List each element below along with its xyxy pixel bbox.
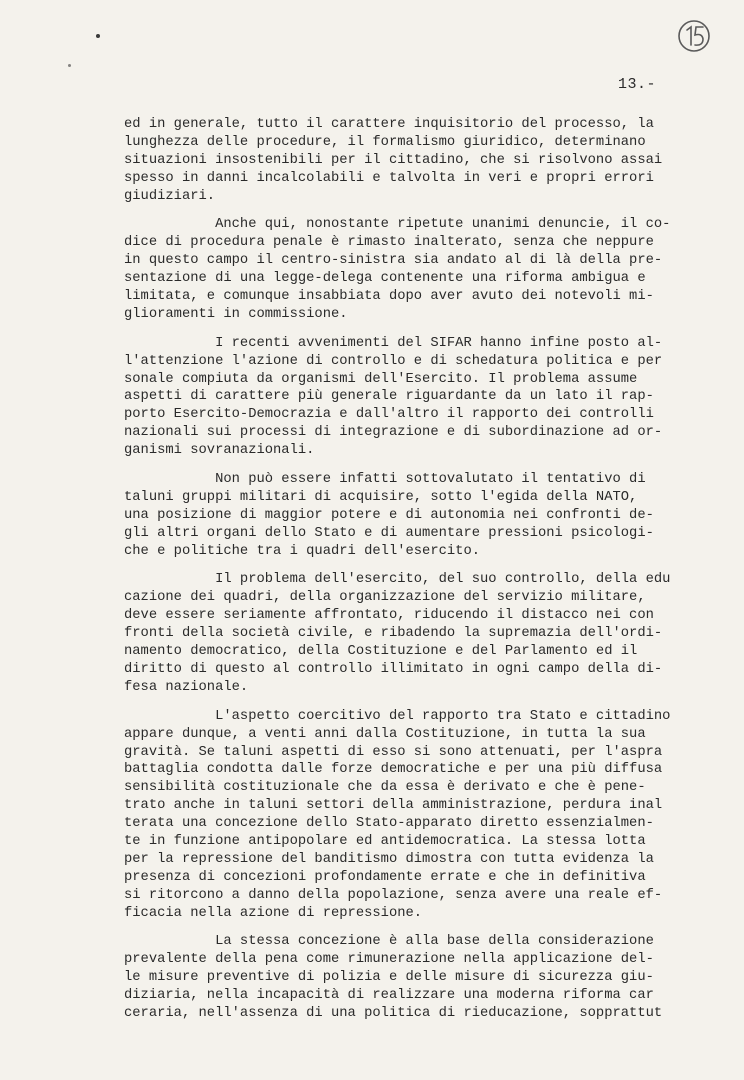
text-line: aspetti di carattere più generale riguardante da un lato il rap- [124, 389, 654, 405]
text-line: porto Esercito-Democrazia e dall'altro il rapporto dei controlli [124, 407, 654, 423]
text-line: cazione dei quadri, della organizzazione del servizio militare, [124, 590, 646, 606]
text-line: namento democratico, della Costituzione e del Parlamento ed il [124, 644, 638, 660]
text-line: le misure preventive di polizia e delle misure di sicurezza giu- [124, 970, 654, 986]
text-line: giudiziari. [124, 188, 216, 204]
paragraph [124, 216, 684, 323]
paragraph [124, 571, 684, 696]
text-line: per la repressione del banditismo dimostra con tutta evidenza la [124, 851, 654, 867]
text-line: diritto di questo al controllo illimitato in ogni campo della di- [124, 661, 663, 677]
text-line: lunghezza delle procedure, il formalismo giuridico, determinano [124, 134, 646, 150]
text-line: l'attenzione l'azione di controllo e di schedatura politica e per [124, 353, 663, 369]
text-line: sonale compiuta da organismi dell'Esercito. Il problema assume [124, 371, 638, 387]
text-line: presenza di concezioni profondamente errate e che in definitiva [124, 869, 646, 885]
text-line: Anche qui, nonostante ripetute unanimi denuncie, il co- [124, 217, 671, 233]
text-line: fesa nazionale. [124, 679, 249, 695]
paragraph [124, 708, 684, 923]
text-line: si ritorcono a danno della popolazione, senza avere una reale ef- [124, 887, 663, 903]
text-line: deve essere seriamente affrontato, riducendo il distacco nei con [124, 608, 654, 624]
scan-speck [96, 34, 100, 38]
text-line: L'aspetto coercitivo del rapporto tra Stato e cittadino [124, 708, 671, 724]
text-line: nazionali sui processi di integrazione e di subordinazione ad or- [124, 425, 663, 441]
text-line: I recenti avvenimenti del SIFAR hanno infine posto al- [124, 335, 663, 351]
text-line: diziaria, nella incapacità di realizzare una moderna riforma car [124, 988, 654, 1004]
page-number: 13.- [618, 76, 657, 93]
text-line: prevalente della pena come rimunerazione nella applicazione del- [124, 952, 654, 968]
text-line: battaglia condotta dalle forze democratiche e per una più diffusa [124, 762, 663, 778]
handwritten-folio-stamp [676, 18, 712, 54]
text-line: ceraria, nell'assenza di una politica di rieducazione, sopprattut [124, 1005, 663, 1021]
text-line: che e politiche tra i quadri dell'esercito. [124, 543, 481, 559]
text-line: situazioni insostenibili per il cittadino, che si risolvono assai [124, 152, 663, 168]
text-line: una posizione di maggior potere e di autonomia nei confronti de- [124, 507, 654, 523]
text-line: spesso in danni incalcolabili e talvolta in veri e propri errori [124, 170, 654, 186]
text-line: limitata, e comunque insabbiata dopo aver avuto dei notevoli mi- [124, 289, 654, 305]
text-line: Il problema dell'esercito, del suo controllo, della edu [124, 572, 671, 588]
text-line: glioramenti in commissione. [124, 306, 348, 322]
text-line: te in funzione antipopolare ed antidemocratica. La stessa lotta [124, 833, 646, 849]
scan-speck [68, 64, 71, 67]
text-line: La stessa concezione è alla base della considerazione [124, 934, 654, 950]
document-body [124, 116, 684, 1023]
text-line: taluni gruppi militari di acquisire, sotto l'egida della NATO, [124, 489, 638, 505]
text-line: sensibilità costituzionale che da essa è derivato e che è pene- [124, 780, 646, 796]
text-line: appare dunque, a venti anni dalla Costituzione, in tutta la sua [124, 726, 646, 742]
text-line: trato anche in taluni settori della amministrazione, perdura inal [124, 798, 663, 814]
text-line: ganismi sovranazionali. [124, 443, 315, 459]
text-line: sentazione di una legge-delega contenente una riforma ambigua e [124, 271, 646, 287]
text-line: gravità. Se taluni aspetti di esso si sono attenuati, per l'aspra [124, 744, 663, 760]
paragraph [124, 335, 684, 460]
paragraph [124, 116, 684, 205]
text-line: fronti della società civile, e ribadendo la supremazia dell'ordi- [124, 626, 663, 642]
text-line: gli altri organi dello Stato e di aumentare pressioni psicologi- [124, 525, 654, 541]
paragraph [124, 933, 684, 1022]
text-line: ficacia nella azione di repressione. [124, 905, 423, 921]
text-line: ed in generale, tutto il carattere inquisitorio del processo, la [124, 117, 654, 132]
paragraph [124, 471, 684, 560]
text-line: Non può essere infatti sottovalutato il tentativo di [124, 472, 646, 488]
text-line: dice di procedura penale è rimasto inalterato, senza che neppure [124, 235, 654, 251]
text-line: in questo campo il centro-sinistra sia andato al di là della pre- [124, 253, 663, 269]
text-line: terata una concezione dello Stato-apparato diretto essenzialmen- [124, 816, 654, 832]
